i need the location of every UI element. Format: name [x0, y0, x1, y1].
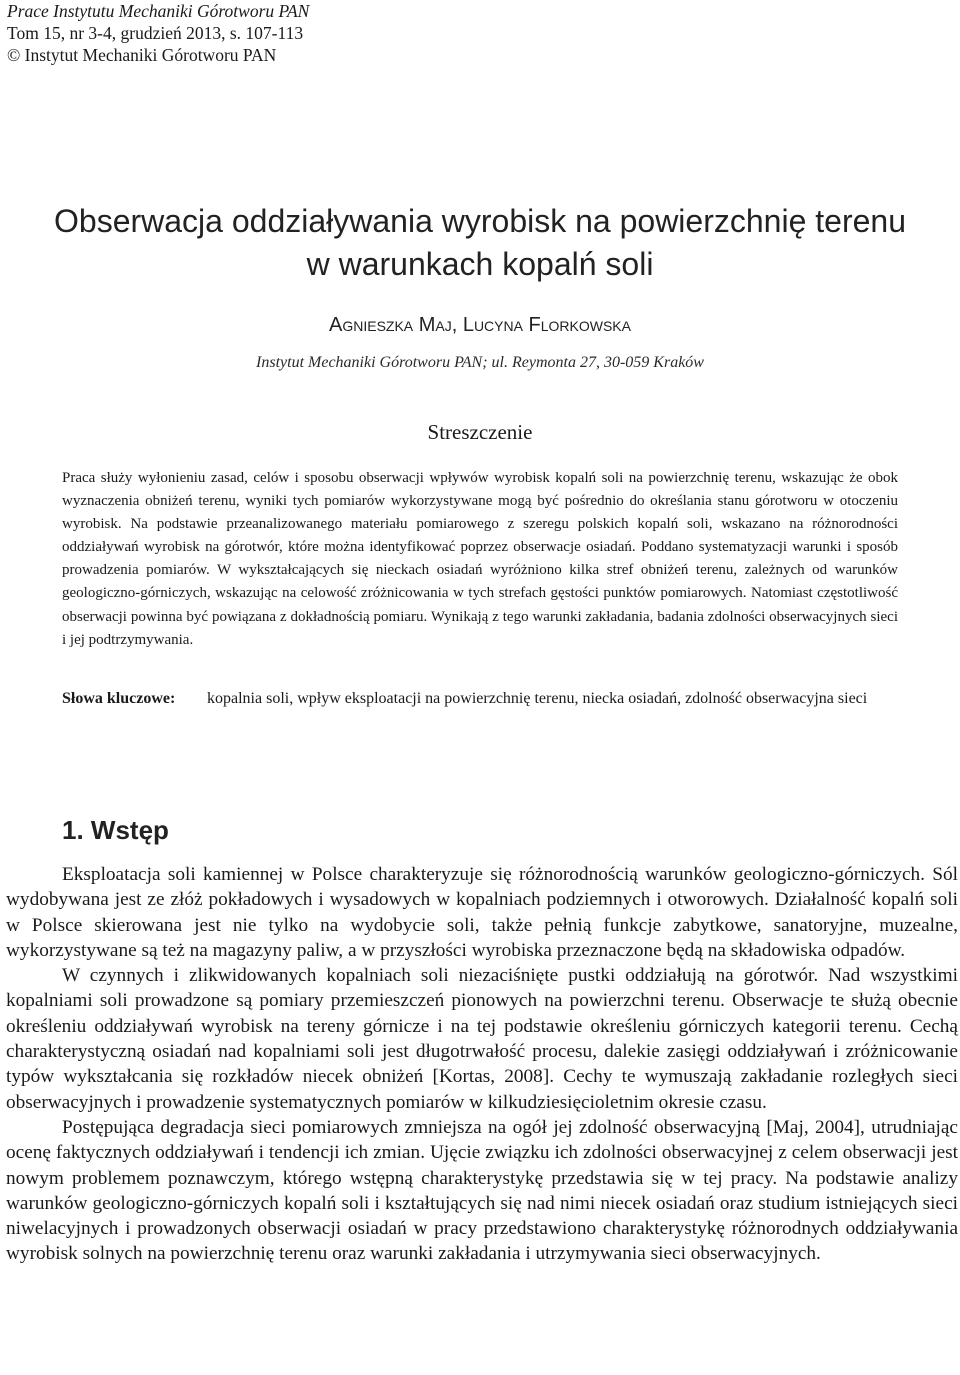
keywords-text: kopalnia soli, wpływ eksploatacji na powierzchnię terenu, niecka osiadań, zdolność obserwacyjna sieci: [207, 690, 868, 707]
section-heading: 1. Wstęp: [62, 815, 169, 845]
authors: Agnieszka Maj, Lucyna Florkowska: [329, 314, 631, 336]
journal-header: [7, 0, 309, 66]
issue-info: Tom 15, nr 3-4, grudzień 2013, s. 107-113: [7, 23, 304, 43]
paper-title-line-2: w warunkach kopalń soli: [306, 246, 654, 282]
body-paragraph: Postępująca degradacja sieci pomiarowych zmniejsza na ogół jej zdolność obserwacyjną [Maj, 2004], utrudniając ocenę faktycznych oddziaływań i tendencji ich zmian. Ujęcie związku ich zdolności obserwacyjnej z celem obserwacji jest nowym problemem poznawczym, którego wstępną charakterystykę przedstawia się w tej pracy. Na podstawie analizy warunków geologiczno-górniczych kopalń soli i kształtujących się nad nimi niecek osiadań oraz studium istniejących sieci niwelacyjnych i prowadzonych obserwacji osiadań w pracy przedstawiono charakterystykę różnorodnych oddziaływania wyrobisk solnych na powierzchnię terenu oraz warunki zakładania i utrzymywania sieci obserwacyjnych.: [6, 1116, 958, 1265]
journal-name: Prace Instytutu Mechaniki Górotworu PAN: [7, 1, 310, 21]
section-body: [6, 862, 958, 1267]
paper-title-line-1: Obserwacja oddziaływania wyrobisk na powierzchnię terenu: [54, 203, 906, 239]
keywords-label: Słowa kluczowe:: [62, 690, 176, 707]
abstract-heading: Streszczenie: [427, 420, 533, 444]
affiliation: Instytut Mechaniki Górotworu PAN; ul. Reymonta 27, 30-059 Kraków: [256, 354, 704, 371]
body-paragraph: Eksploatacja soli kamiennej w Polsce charakteryzuje się różnorodnością warunków geologiczno-górniczych. Sól wydobywana jest ze złóż pokładowych i wysadowych w kopalniach podziemnych i otworowych. Działalność kopalń soli w Polsce skierowana jest nie tylko na wydobycie soli, także pełnią funkcje zabytkowe, sanatoryjne, muzealne, wykorzystywane są też na magazyny paliw, a w przyszłości wyrobiska przeznaczone będą na składowiska odpadów.: [6, 864, 958, 961]
abstract-text: Praca służy wyłonieniu zasad, celów i sposobu obserwacji wpływów wyrobisk kopalń soli na powierzchnię terenu, wskazując że obok wyznaczenia obniżeń terenu, wyniki tych pomiarów wykorzystywane mogą być pośrednio do określania stanu górotworu w otoczeniu wyrobisk. Na podstawie przeanalizowanego materiału pomiarowego z szeregu polskich kopalń soli, wskazano na różnorodności oddziaływań wyrobisk na górotwór, które można identyfikować poprzez obserwacje osiadań. Poddano systematyzacji warunki i sposób prowadzenia pomiarów. W wykształcających się nieckach osiadań wyróżniono kilka stref obniżeń terenu, zależnych od warunków geologiczno-górniczych, wskazując na celowość zróżnicowania w tych strefach gęstości punktów pomiarowych. Natomiast częstotliwość obserwacji powinna być powiązana z dokładnością pomiaru. Wynikają z tego warunki zakładania, badania zdolności obserwacyjnych sieci i jej podtrzymywania.: [62, 470, 898, 648]
paper-title: [0, 200, 960, 286]
copyright-line: © Instytut Mechaniki Górotworu PAN: [7, 45, 277, 65]
body-paragraph: W czynnych i zlikwidowanych kopalniach soli niezaciśnięte pustki oddziałują na górotwór. Nad wszystkimi kopalniami soli prowadzone są pomiary przemieszczeń pionowych na powierzchni terenu. Obserwacje te służą obecnie określeniu oddziaływań wyrobisk na tereny górnicze i na tej podstawie określeniu górniczych kategorii terenu. Cechą charakterystyczną osiadań nad kopalniami soli jest długotrwałość procesu, dalekie zasięgi oddziaływań i zróżnicowanie typów wykształcania się rozkładów niecek obniżeń [Kortas, 2008]. Cechy te wymuszają zakładanie rozległych sieci obserwacyjnych i prowadzenie systematycznych pomiarów w kilkudziesięcioletnim okresie czasu.: [6, 965, 958, 1113]
